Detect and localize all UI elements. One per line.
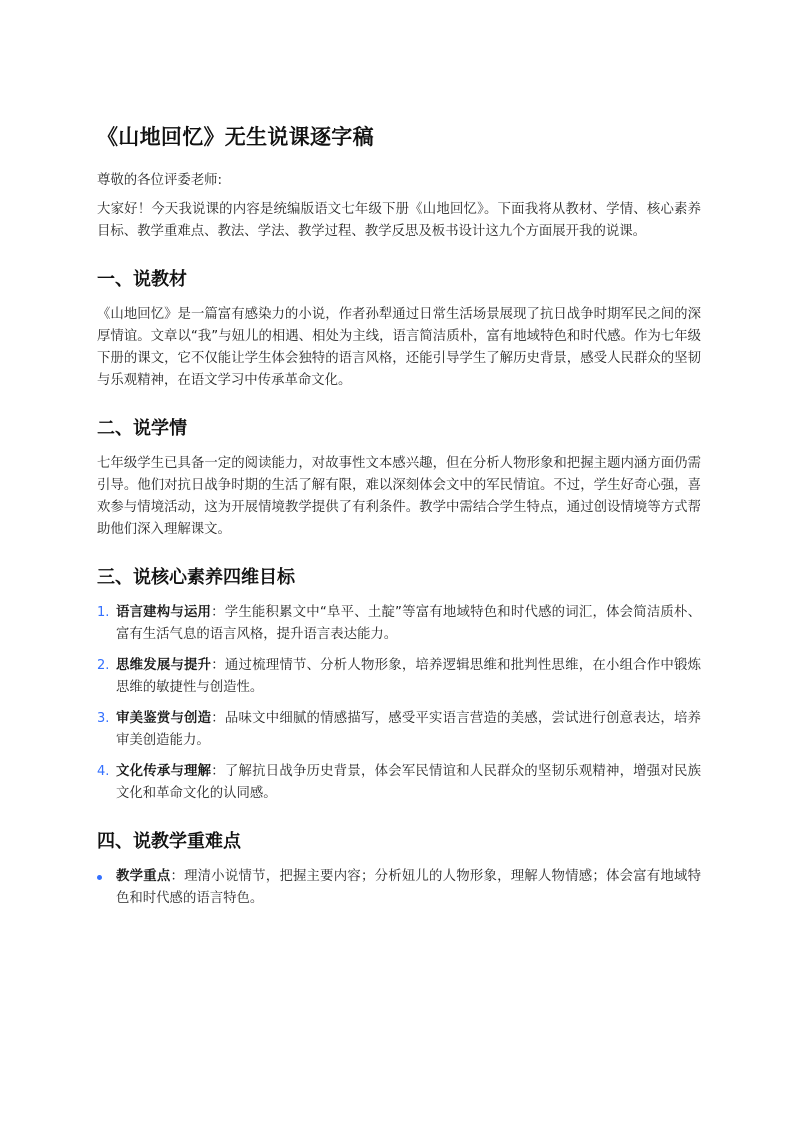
goal-item xyxy=(97,708,701,752)
bullet-icon xyxy=(97,875,102,880)
section-heading-goals: 三、说核心素养四维目标 xyxy=(97,567,295,588)
key-point-text: ：理清小说情节，把握主要内容；分析妞儿的人物形象，理解人物情感；体会富有地域特色和时代感的语言特色。 xyxy=(116,869,702,906)
list-number: 1. xyxy=(97,605,110,620)
section-body-textbook: 《山地回忆》是一篇富有感染力的小说，作者孙犁通过日常生活场景展现了抗日战争时期军民之间的深厚情谊。文章以“我”与妞儿的相遇、相处为主线，语言简洁质朴，富有地域特色和时代感。作为七年级下册的课文，它不仅能让学生体会独特的语言风格，还能引导学生了解历史背景，感受人民群众的坚韧与乐观精神，在语文学习中传承革命文化。 xyxy=(97,307,701,388)
goal-term: 思维发展与提升 xyxy=(116,658,212,673)
goal-text: ：学生能积累文中“阜平、土靛”等富有地域特色和时代感的词汇，体会简洁质朴、富有生活气息的语言风格，提升语言表达能力。 xyxy=(116,605,701,642)
list-number: 3. xyxy=(97,711,110,726)
key-points-list xyxy=(97,866,701,910)
document-title: 《山地回忆》无生说课逐字稿 xyxy=(97,125,374,149)
goal-text: ：品味文中细腻的情感描写，感受平实语言营造的美感，尝试进行创意表达，培养审美创造能力。 xyxy=(116,711,702,748)
document-page xyxy=(97,118,701,919)
goal-term: 审美鉴赏与创造 xyxy=(116,711,212,726)
list-number: 2. xyxy=(97,658,110,673)
goal-text: ：了解抗日战争历史背景，体会军民情谊和人民群众的坚韧乐观精神，增强对民族文化和革命文化的认同感。 xyxy=(116,764,702,801)
goal-term: 语言建构与运用 xyxy=(116,605,212,620)
goal-item xyxy=(97,761,701,805)
intro-paragraph: 大家好！今天我说课的内容是统编版语文七年级下册《山地回忆》。下面我将从教材、学情、核心素养目标、教学重难点、教法、学法、教学过程、教学反思及板书设计这九个方面展开我的说课。 xyxy=(97,202,701,239)
section-heading-students: 二、说学情 xyxy=(97,418,187,439)
section-body-students: 七年级学生已具备一定的阅读能力，对故事性文本感兴趣，但在分析人物形象和把握主题内涵方面仍需引导。他们对抗日战争时期的生活了解有限，难以深刻体会文中的军民情谊。不过，学生好奇心强，喜欢参与情境活动，这为开展情境教学提供了有利条件。教学中需结合学生特点，通过创设情境等方式帮助他们深入理解课文。 xyxy=(97,456,701,537)
greeting-paragraph: 尊敬的各位评委老师: xyxy=(97,173,223,188)
goals-list xyxy=(97,602,701,805)
goal-term: 文化传承与理解 xyxy=(116,764,212,779)
key-point-item xyxy=(97,866,701,910)
section-heading-textbook: 一、说教材 xyxy=(97,269,187,290)
goal-item xyxy=(97,655,701,699)
key-point-term: 教学重点 xyxy=(116,869,171,884)
section-heading-key-points: 四、说教学重难点 xyxy=(97,831,241,852)
list-number: 4. xyxy=(97,764,110,779)
goal-item xyxy=(97,602,701,646)
goal-text: ：通过梳理情节、分析人物形象，培养逻辑思维和批判性思维，在小组合作中锻炼思维的敏捷性与创造性。 xyxy=(116,658,702,695)
